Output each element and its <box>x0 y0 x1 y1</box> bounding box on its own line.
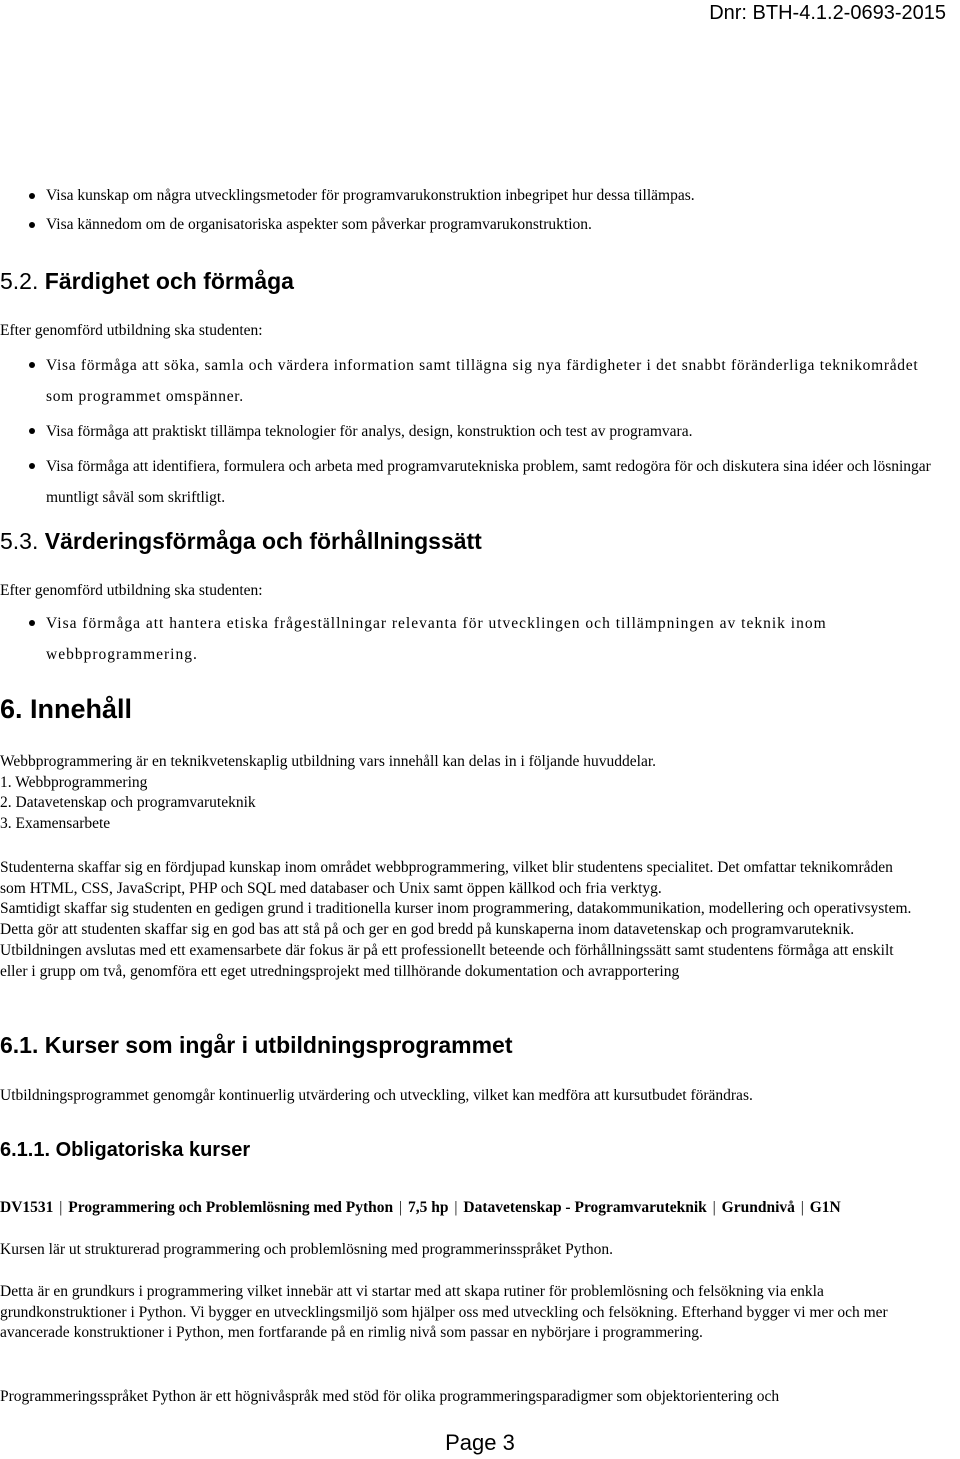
section-heading-6: 6. Innehåll <box>0 694 133 724</box>
section-intro: Efter genomförd utbildning ska studenten: <box>0 322 263 339</box>
list-item: Visa kunskap om några utvecklingsmetoder för programvarukonstruktion inbegripet hur dessa tillämpas. <box>0 186 940 206</box>
section-number: 5.3. <box>0 528 39 554</box>
course-description: Detta är en grundkurs i programmering vilket innebär att vi startar med att skapa rutiner för problemlösning och felsökning via enkla grundkonstruktioner i Python. Vi bygger en utvecklingsmiljö som hjälper oss med utveckling och felsökning. Efterhand bygger vi mer och mer avancerade konstruktioner i Python, men fortfarande på en rimlig nivå som passar en nybörjare i programmering. <box>0 1283 888 1342</box>
course-name: Programmering och Problemlösning med Python <box>68 1199 394 1216</box>
paragraph: Samtidigt skaffar sig studenten en gedigen grund i traditionella kurser inom programmering, datakommunikation, modellering och operativsystem. Detta gör att studenten skaffar sig en god bas att stå på och ger en god bredd på kunskaperna inom datavetenskap och programvaruteknik. <box>0 900 912 939</box>
course-level: Grundnivå <box>721 1199 795 1216</box>
document-number: Dnr: BTH-4.1.2-0693-2015 <box>709 2 946 24</box>
paragraph: Utbildningsprogrammet genomgår kontinuerlig utvärdering och utveckling, vilket kan medföra att kursutbudet förändras. <box>0 1087 753 1104</box>
page-number: Page 3 <box>445 1430 515 1455</box>
separator: | <box>800 1199 804 1216</box>
section-title: Värderingsförmåga och förhållningssätt <box>44 528 482 554</box>
list-item: 2. Datavetenskap och programvaruteknik <box>0 794 256 812</box>
paragraph: Utbildningen avslutas med ett examensarbete där fokus är på ett professionellt beteende och förhållningssätt samt studentens förmåga att enskilt eller i grupp om två, genomföra ett eget utredningsprojekt med tillhörande dokumentation och avrapportering <box>0 941 894 980</box>
content-description <box>0 858 920 982</box>
list-item: Visa förmåga att identifiera, formulera och arbeta med programvarutekniska problem, samt redogöra för och diskutera sina idéer och lösningar muntligt såväl som skriftligt. <box>0 451 935 513</box>
content-overview <box>0 752 920 835</box>
course-code: DV1531 <box>0 1199 54 1216</box>
list-item: 3. Examensarbete <box>0 815 111 833</box>
section-title: Färdighet och förmåga <box>44 268 294 294</box>
separator: | <box>59 1199 63 1216</box>
course-level-code: G1N <box>809 1199 841 1216</box>
course-credits: 7,5 hp <box>408 1199 449 1216</box>
content-intro: Webbprogrammering är en teknikvetenskaplig utbildning vars innehåll kan delas in i följande huvuddelar. <box>0 753 657 770</box>
section-heading-6-1: 6.1. Kurser som ingår i utbildningsprogrammet <box>0 1032 513 1058</box>
list-item: Visa förmåga att praktiskt tillämpa teknologier för analys, design, konstruktion och test av programvara. <box>0 416 935 447</box>
section-heading-6-1-1: 6.1.1. Obligatoriska kurser <box>0 1139 251 1161</box>
paragraph: Studenterna skaffar sig en fördjupad kunskap inom området webbprogrammering, vilket blir studentens specialitet. Det omfattar teknikområden som HTML, CSS, JavaScript, PHP och SQL med databaser och Unix samt öppen källkod och fria verktyg. <box>0 859 893 897</box>
course-header <box>0 1197 900 1218</box>
course-summary: Kursen lär ut strukturerad programmering och problemlösning med programmerinsspråket Python. <box>0 1241 613 1258</box>
section-number: 5.2. <box>0 268 39 294</box>
list-item: Visa förmåga att hantera etiska frågeställningar relevanta för utvecklingen och tillämpningen av teknik inom webbprogrammering. <box>0 608 935 670</box>
separator: | <box>712 1199 716 1216</box>
section-heading-5-2 <box>0 268 294 295</box>
course-subject: Datavetenskap - Programvaruteknik <box>463 1199 707 1216</box>
section-heading-5-3 <box>0 528 482 555</box>
list-item: Visa kännedom om de organisatoriska aspekter som påverkar programvarukonstruktion. <box>0 215 940 235</box>
values-bullet-list <box>0 608 935 674</box>
separator: | <box>454 1199 458 1216</box>
course-description-continued: Programmeringsspråket Python är ett högnivåspråk med stöd för olika programmeringsparadigmer som objektorientering och <box>0 1388 780 1405</box>
separator: | <box>399 1199 403 1216</box>
skills-bullet-list <box>0 350 935 517</box>
list-item: 1. Webbprogrammering <box>0 773 148 791</box>
knowledge-bullet-list <box>0 186 940 244</box>
section-intro: Efter genomförd utbildning ska studenten: <box>0 582 263 599</box>
list-item: Visa förmåga att söka, samla och värdera information samt tillägna sig nya färdigheter i det snabbt föränderliga teknikområdet som programmet omspänner. <box>0 350 935 412</box>
